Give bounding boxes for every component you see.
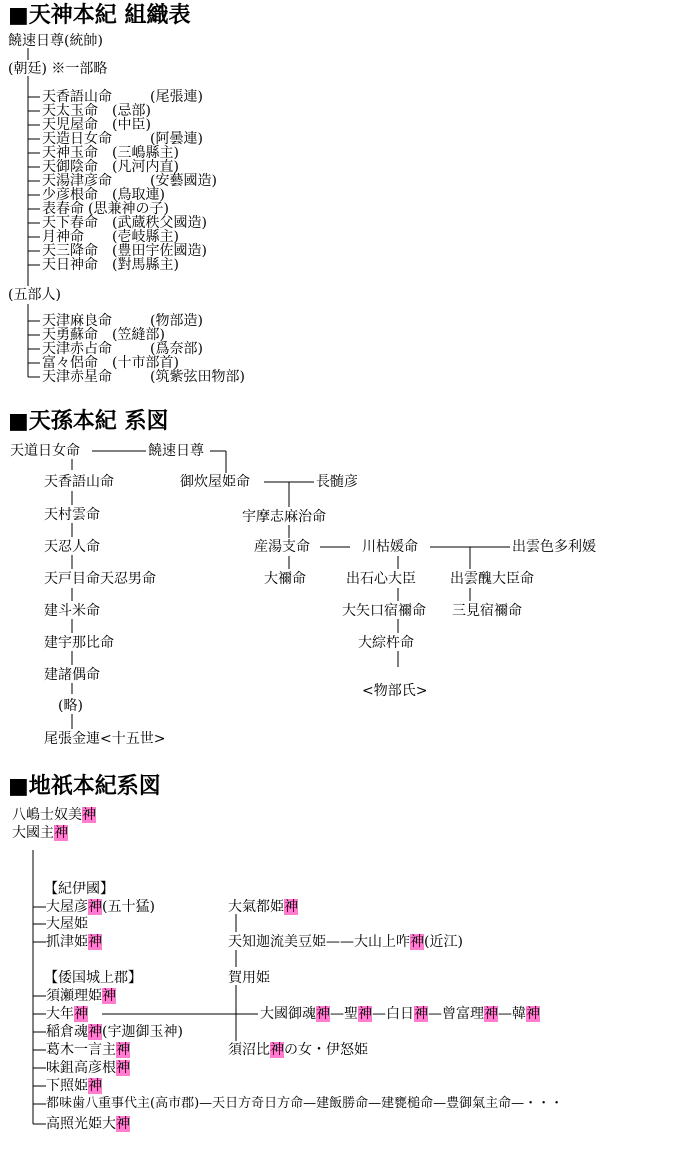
node-ikaga: 産湯支命 <box>254 539 310 555</box>
node-okunimitama-lineage <box>260 1006 540 1022</box>
label-text: 大屋姫 <box>46 916 88 932</box>
kami-highlight: 神 <box>88 899 102 915</box>
group-label-court: (朝廷) ※一部略 <box>8 61 108 77</box>
member-name: 天児屋命 <box>42 117 98 133</box>
member-name: 天日神命 <box>42 257 98 273</box>
kami-highlight: 神 <box>88 1024 102 1040</box>
node-hitokotonushi <box>46 1042 130 1058</box>
node-otoshi <box>46 1006 88 1022</box>
node-okuninushi <box>12 825 68 841</box>
region-header-kii: 【紀伊國】 <box>44 881 114 897</box>
label-text: 八嶋士奴美 <box>12 807 82 823</box>
node-mimi: 三見宿禰命 <box>452 603 522 619</box>
member-name: 天造日女命 <box>42 131 112 147</box>
label-text: 須瀬理姫 <box>46 988 102 1004</box>
member-note: (凡河内直) <box>112 159 179 175</box>
leader-label: 饒速日尊(統帥) <box>8 33 103 49</box>
label-text: 大國御魂 <box>260 1006 316 1022</box>
label-text: —白日 <box>372 1006 414 1022</box>
label-text: 大國主 <box>12 825 54 841</box>
member-name: 天下春命 <box>42 215 98 231</box>
label-text: 大年 <box>46 1006 74 1022</box>
node-izumoshiko: 出雲醜大臣命 <box>450 571 534 587</box>
label-text: 下照姫 <box>46 1078 88 1094</box>
kami-highlight: 神 <box>414 1006 428 1022</box>
kami-highlight: 神 <box>54 825 68 841</box>
node-kotoshironushi-lineage <box>46 1096 563 1112</box>
member-note: (阿曇連) <box>150 131 203 147</box>
lineage-node: 天香語山命 <box>44 474 114 490</box>
node-nigihayahi: 饒速日尊 <box>148 443 204 459</box>
lineage-node: 天忍人命 <box>44 539 100 555</box>
kami-highlight: 神 <box>116 1060 130 1076</box>
node-sunohi <box>228 1042 368 1058</box>
lineage-node: 建宇那比命 <box>44 635 114 651</box>
node-takateru <box>46 1116 130 1132</box>
region-header-yamato: 【倭国城上郡】 <box>44 970 142 986</box>
kami-highlight: 神 <box>526 1006 540 1022</box>
node-mononobe: <物部氏> <box>362 683 428 699</box>
label-text: 大屋彦 <box>46 899 88 915</box>
section3-title: ■地祇本紀系図 <box>8 774 161 799</box>
kami-highlight: 神 <box>358 1006 372 1022</box>
node-chiburu <box>228 934 463 950</box>
node-ajisuki <box>46 1060 130 1076</box>
kami-highlight: 神 <box>88 1078 102 1094</box>
member-note: (武蔵秩父國造) <box>112 215 207 231</box>
member-note: (筑紫弦田物部) <box>150 369 245 385</box>
member-note: (鳥取連) <box>112 187 165 203</box>
label-text: 天知迦流美豆姫——大山上咋 <box>228 934 410 950</box>
label-text: —韓 <box>498 1006 526 1022</box>
kami-highlight: 神 <box>484 1006 498 1022</box>
member-note: (三嶋縣主) <box>112 145 179 161</box>
lineage-node: 天村雲命 <box>44 507 100 523</box>
group-label-five: (五部人) <box>8 287 61 303</box>
label-text: 須沼比 <box>228 1042 270 1058</box>
member-name: 天御陰命 <box>42 159 98 175</box>
member-note: (對馬縣主) <box>112 257 179 273</box>
node-ooyahime <box>46 916 88 932</box>
label-text: (宇迦御玉神) <box>102 1024 183 1040</box>
node-ooyahiko <box>46 899 155 915</box>
label-text: 味鉏高彦根 <box>46 1060 116 1076</box>
node-nagasune: 長髄彦 <box>316 474 358 490</box>
kami-highlight: 神 <box>82 807 96 823</box>
node-mikashiya: 御炊屋姫命 <box>180 474 250 490</box>
member-note: (十市部首) <box>112 355 179 371</box>
node-oine: 大禰命 <box>264 571 306 587</box>
member-note: (物部造) <box>150 313 203 329</box>
label-text: —曾富理 <box>428 1006 484 1022</box>
kami-highlight: 神 <box>270 1042 284 1058</box>
node-oyakuchi: 大矢口宿禰命 <box>342 603 426 619</box>
member-name: 天三降命 <box>42 243 98 259</box>
lineage-node: 建斗米命 <box>44 603 100 619</box>
lineage-node: (略) <box>58 698 83 714</box>
lineage-node: 尾張金連<十五世> <box>44 731 166 747</box>
member-name: 表春命 <box>42 201 84 217</box>
label-text: (五十猛) <box>102 899 155 915</box>
member-name: 天津赤占命 <box>42 341 112 357</box>
kami-highlight: 神 <box>284 899 298 915</box>
label-text: 大氣都姫 <box>228 899 284 915</box>
lineage-node: 建諸偶命 <box>44 667 100 683</box>
member-name: 天太玉命 <box>42 103 98 119</box>
node-tsumatsuhime <box>46 934 102 950</box>
member-note: (爲奈部) <box>150 341 203 357</box>
label-text: 稲倉魂 <box>46 1024 88 1040</box>
kami-highlight: 神 <box>410 934 424 950</box>
node-oheso: 大綜杵命 <box>358 635 414 651</box>
label-text: —聖 <box>330 1006 358 1022</box>
kami-highlight: 神 <box>316 1006 330 1022</box>
node-izumo: 出雲色多利媛 <box>512 539 596 555</box>
kami-highlight: 神 <box>88 934 102 950</box>
label-text: 賀用姫 <box>228 970 270 986</box>
member-name: 天勇蘇命 <box>42 327 98 343</box>
node-kawakare: 川枯媛命 <box>362 539 418 555</box>
member-note: (思兼神の子) <box>88 201 169 217</box>
member-note: (豊田宇佐國造) <box>112 243 207 259</box>
member-name: 天津麻良命 <box>42 313 112 329</box>
lineage-node: 天戸目命天忍男命 <box>44 571 156 587</box>
kami-highlight: 神 <box>116 1042 130 1058</box>
member-note: (安藝國造) <box>150 173 217 189</box>
member-note: (笠縫部) <box>112 327 165 343</box>
label-text: 都味歯八重事代主(高市郡)—天日方奇日方命—建飯勝命—建甕槌命—豊御氣主命—・・・ <box>46 1096 564 1111</box>
member-note: (忌部) <box>112 103 151 119</box>
label-text: 高照光姫大 <box>46 1116 116 1132</box>
node-ukemochi <box>46 1024 183 1040</box>
kami-highlight: 神 <box>116 1116 130 1132</box>
member-name: 天津赤星命 <box>42 369 112 385</box>
node-ogetsu <box>228 899 298 915</box>
node-amateru: 天道日女命 <box>10 443 80 459</box>
member-name: 富々侶命 <box>42 355 98 371</box>
node-kayo <box>228 970 270 986</box>
label-text: 抓津姫 <box>46 934 88 950</box>
member-note: (尾張連) <box>150 89 203 105</box>
member-name: 少彦根命 <box>42 187 98 203</box>
section2-title: ■天孫本紀 系図 <box>8 409 169 434</box>
node-shitateru <box>46 1078 102 1094</box>
kami-highlight: 神 <box>102 988 116 1004</box>
member-name: 天香語山命 <box>42 89 112 105</box>
label-text: の女・伊怒姫 <box>284 1042 368 1058</box>
kami-highlight: 神 <box>74 1006 88 1022</box>
label-text: (近江) <box>424 934 463 950</box>
member-note: (壱岐縣主) <box>112 229 179 245</box>
node-suseri <box>46 988 116 1004</box>
member-name: 天神玉命 <box>42 145 98 161</box>
node-ishi: 出石心大臣 <box>346 571 416 587</box>
member-name: 月神命 <box>42 229 84 245</box>
node-yashimajinumi <box>12 807 96 823</box>
member-note: (中臣) <box>112 117 151 133</box>
node-umashimaji: 宇摩志麻治命 <box>242 509 326 525</box>
section1-title: ■天神本紀 組織表 <box>8 3 191 28</box>
member-name: 天湯津彦命 <box>42 173 112 189</box>
label-text: 葛木一言主 <box>46 1042 116 1058</box>
